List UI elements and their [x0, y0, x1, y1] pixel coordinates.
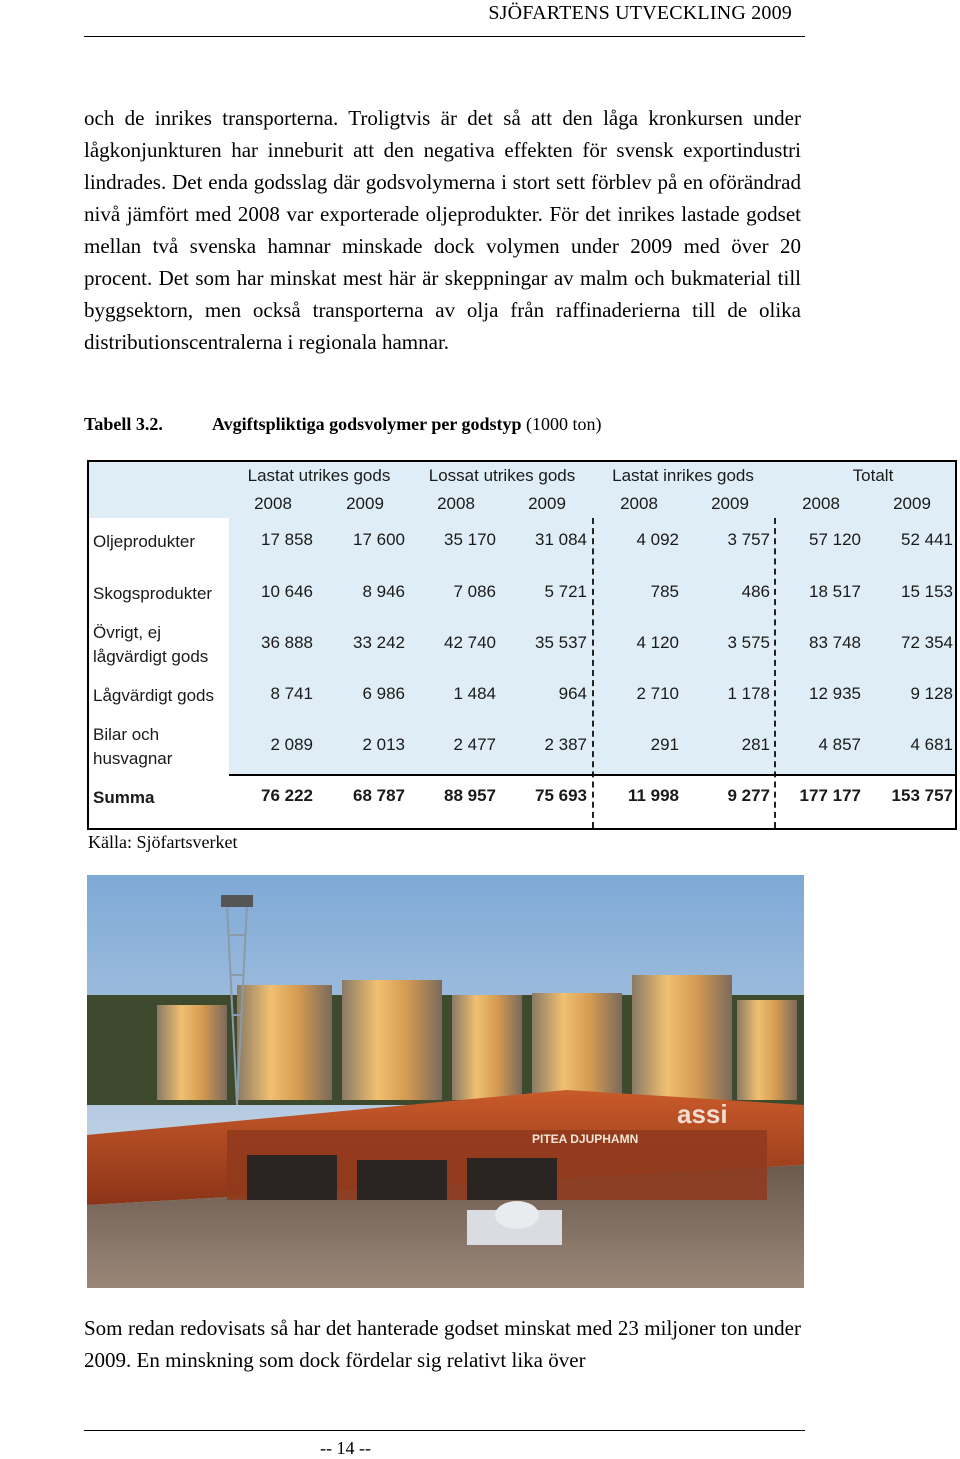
footer-rule [84, 1430, 805, 1431]
table-cell: 88 957 [444, 786, 496, 805]
table-cell: 3 757 [727, 530, 770, 549]
row-label [93, 786, 154, 810]
row-label [93, 621, 208, 669]
table-cell: 8 741 [270, 684, 313, 703]
table-cell: 10 646 [261, 582, 313, 601]
table-number: Tabell 3.2. [84, 414, 163, 434]
header-lossat-utrikes: Lossat utrikes gods [428, 466, 576, 485]
page-number: -- 14 -- [320, 1438, 371, 1458]
table-cell: 281 [741, 735, 770, 754]
year-header: 2008 [802, 494, 840, 513]
table-cell: 33 242 [353, 633, 405, 652]
table-cell: 2 013 [362, 735, 405, 754]
table-caption [84, 414, 602, 435]
table-cell: 177 177 [799, 786, 861, 805]
table-cell: 15 153 [901, 582, 953, 601]
table-cell: 57 120 [809, 530, 861, 549]
row-label-line: Summa [93, 788, 155, 807]
table-cell: 486 [741, 582, 770, 601]
table-cell: 964 [558, 684, 587, 703]
table-unit: (1000 ton) [526, 414, 602, 434]
row-label [93, 684, 214, 708]
table-cell: 76 222 [261, 786, 313, 805]
table-cell: 12 935 [809, 684, 861, 703]
table-cell: 2 387 [544, 735, 587, 754]
summa-rule [229, 774, 955, 776]
table-cell: 11 998 [627, 786, 679, 805]
table-cell: 2 089 [270, 735, 313, 754]
row-label-line: Skogsprodukter [93, 584, 213, 603]
body-paragraph-2: Som redan redovisats så har det hanterade godset minskat med 23 miljoner ton under 2009. En minskning som dock fördelar sig relativt lika över [84, 1316, 801, 1372]
year-header: 2009 [346, 494, 384, 513]
row-label [93, 530, 195, 554]
table-cell: 4 857 [818, 735, 861, 754]
body-paragraph-1: och de inrikes transporterna. Troligtvis är det så att den låga kronkursen under lågkonjunkturen har inneburit att den negativa effekten för svensk exportindustri lindrades. Det enda godsslag där godsvolymerna i stort sett förblev på en oförändrad nivå jämfört med 2008 var exporterade oljeprodukter. För det inrikes lastade godset mellan två svenska hamnar minskade dock volymen under 2009 med över 20 procent. Det som har minskat mest här är skeppningar av malm och bukmaterial till byggsektorn, men också transporterna av olja från raffinaderierna till de olika distributionscentralerna i regionala hamnar. [84, 106, 801, 354]
row-label-line: husvagnar [93, 749, 173, 768]
table-cell: 6 986 [362, 684, 405, 703]
year-header: 2009 [528, 494, 566, 513]
building-sign: PITEA DJUPHAMN [532, 1132, 639, 1146]
table-cell: 36 888 [261, 633, 313, 652]
table-cell: 785 [650, 582, 679, 601]
row-label-line: lågvärdigt gods [93, 647, 209, 666]
header-totalt: Totalt [852, 466, 894, 485]
header-lastat-utrikes: Lastat utrikes gods [247, 466, 391, 485]
table-cell: 2 710 [636, 684, 679, 703]
table-cell: 72 354 [901, 633, 953, 652]
year-header: 2008 [620, 494, 658, 513]
table-cell: 68 787 [353, 786, 405, 805]
table-source: Källa: Sjöfartsverket [88, 832, 238, 852]
table-cell: 52 441 [901, 530, 953, 549]
table-cell: 83 748 [809, 633, 861, 652]
table-cell: 9 128 [910, 684, 953, 703]
table-cell: 9 277 [727, 786, 770, 805]
table-cell: 35 537 [535, 633, 587, 652]
table-cell: 8 946 [362, 582, 405, 601]
row-label [93, 582, 212, 606]
table-cell: 3 575 [727, 633, 770, 652]
row-label-line: Oljeprodukter [93, 532, 196, 551]
table-cell: 153 757 [891, 786, 953, 805]
table-cell: 5 721 [544, 582, 587, 601]
year-header: 2008 [254, 494, 292, 513]
table-title: Avgiftspliktiga godsvolymer per godstyp [212, 414, 522, 434]
year-header: 2009 [711, 494, 749, 513]
row-label-line: Övrigt, ej [93, 623, 162, 642]
year-header: 2009 [893, 494, 931, 513]
running-header: SJÖFARTENS UTVECKLING 2009 [488, 2, 792, 24]
header-rule [84, 36, 805, 37]
table-cell: 7 086 [453, 582, 496, 601]
row-label [93, 723, 172, 771]
table-cell: 1 178 [727, 684, 770, 703]
table-cell: 291 [650, 735, 679, 754]
harbour-photo-drawing [87, 875, 804, 1288]
harbour-photo [87, 875, 804, 1288]
column-divider [592, 518, 594, 828]
table-cell: 4 092 [636, 530, 679, 549]
table-cell: 17 858 [261, 530, 313, 549]
table-cell: 4 120 [636, 633, 679, 652]
row-label-line: Lågvärdigt gods [93, 686, 214, 705]
column-divider [774, 518, 776, 828]
table-cell: 17 600 [353, 530, 405, 549]
table-cell: 18 517 [809, 582, 861, 601]
header-lastat-inrikes: Lastat inrikes gods [612, 466, 754, 485]
table-cell: 4 681 [910, 735, 953, 754]
row-label-line: Bilar och [93, 725, 160, 744]
table-cell: 31 084 [535, 530, 587, 549]
assi-logo: assi [677, 1099, 728, 1129]
table-cell: 2 477 [453, 735, 496, 754]
table-cell: 75 693 [535, 786, 587, 805]
table-cell: 1 484 [453, 684, 496, 703]
goods-volume-table [87, 460, 957, 830]
table-cell: 35 170 [444, 530, 496, 549]
table-cell: 42 740 [444, 633, 496, 652]
year-header: 2008 [437, 494, 475, 513]
